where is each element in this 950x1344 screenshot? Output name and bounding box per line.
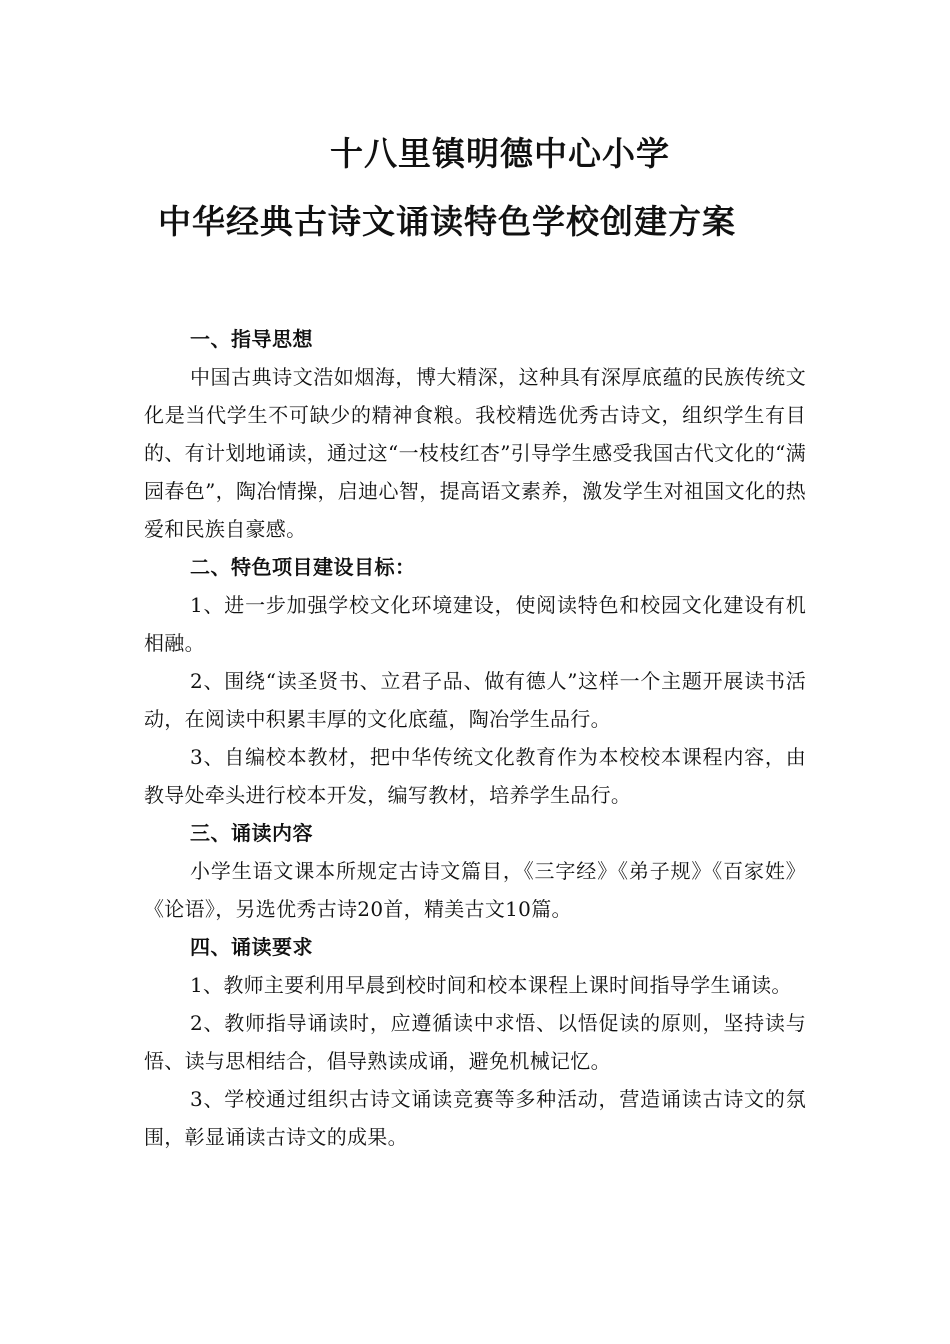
school-name-title: 十八里镇明德中心小学 [330,134,670,173]
section-paragraph: 小学生语文课本所规定古诗文篇目，《三字经》《弟子规》《百家姓》《论语》，另选优秀古诗20首，精美古文10篇。 [144,859,806,921]
section-heading: 三、诵读内容 [190,821,313,845]
section-paragraph: 1、进一步加强学校文化环境建设，使阅读特色和校园文化建设有机相融。 [144,593,806,655]
section-paragraph: 2、围绕“读圣贤书、立君子品、做有德人”这样一个主题开展读书活动，在阅读中积累丰厚的文化底蕴，陶冶学生品行。 [144,669,806,731]
section-paragraph: 3、自编校本教材，把中华传统文化教育作为本校校本课程内容，由教导处牵头进行校本开发，编写教材，培养学生品行。 [144,745,806,807]
document-body [144,320,806,1156]
section-heading: 四、诵读要求 [190,935,313,959]
plan-title: 中华经典古诗文诵读特色学校创建方案 [158,202,736,241]
section-project-goals [144,548,806,814]
section-heading: 一、指导思想 [190,327,313,351]
section-recitation-content [144,814,806,928]
section-recitation-requirements [144,928,806,1156]
section-heading: 二、特色项目建设目标： [190,555,416,579]
section-paragraph: 2、教师指导诵读时，应遵循读中求悟、以悟促读的原则，坚持读与悟、读与思相结合，倡导熟读成诵，避免机械记忆。 [144,1011,806,1073]
section-paragraph: 3、学校通过组织古诗文诵读竞赛等多种活动，营造诵读古诗文的氛围，彰显诵读古诗文的成果。 [144,1087,806,1149]
section-guiding-ideology [144,320,806,548]
section-paragraph: 1、教师主要利用早晨到校时间和校本课程上课时间指导学生诵读。 [190,973,792,997]
section-paragraph: 中国古典诗文浩如烟海，博大精深，这种具有深厚底蕴的民族传统文化是当代学生不可缺少的精神食粮。我校精选优秀古诗文，组织学生有目的、有计划地诵读，通过这“一枝枝红杏”引导学生感受我国古代文化的“满园春色”，陶冶情操，启迪心智，提高语文素养，激发学生对祖国文化的热爱和民族自豪感。 [144,365,806,541]
